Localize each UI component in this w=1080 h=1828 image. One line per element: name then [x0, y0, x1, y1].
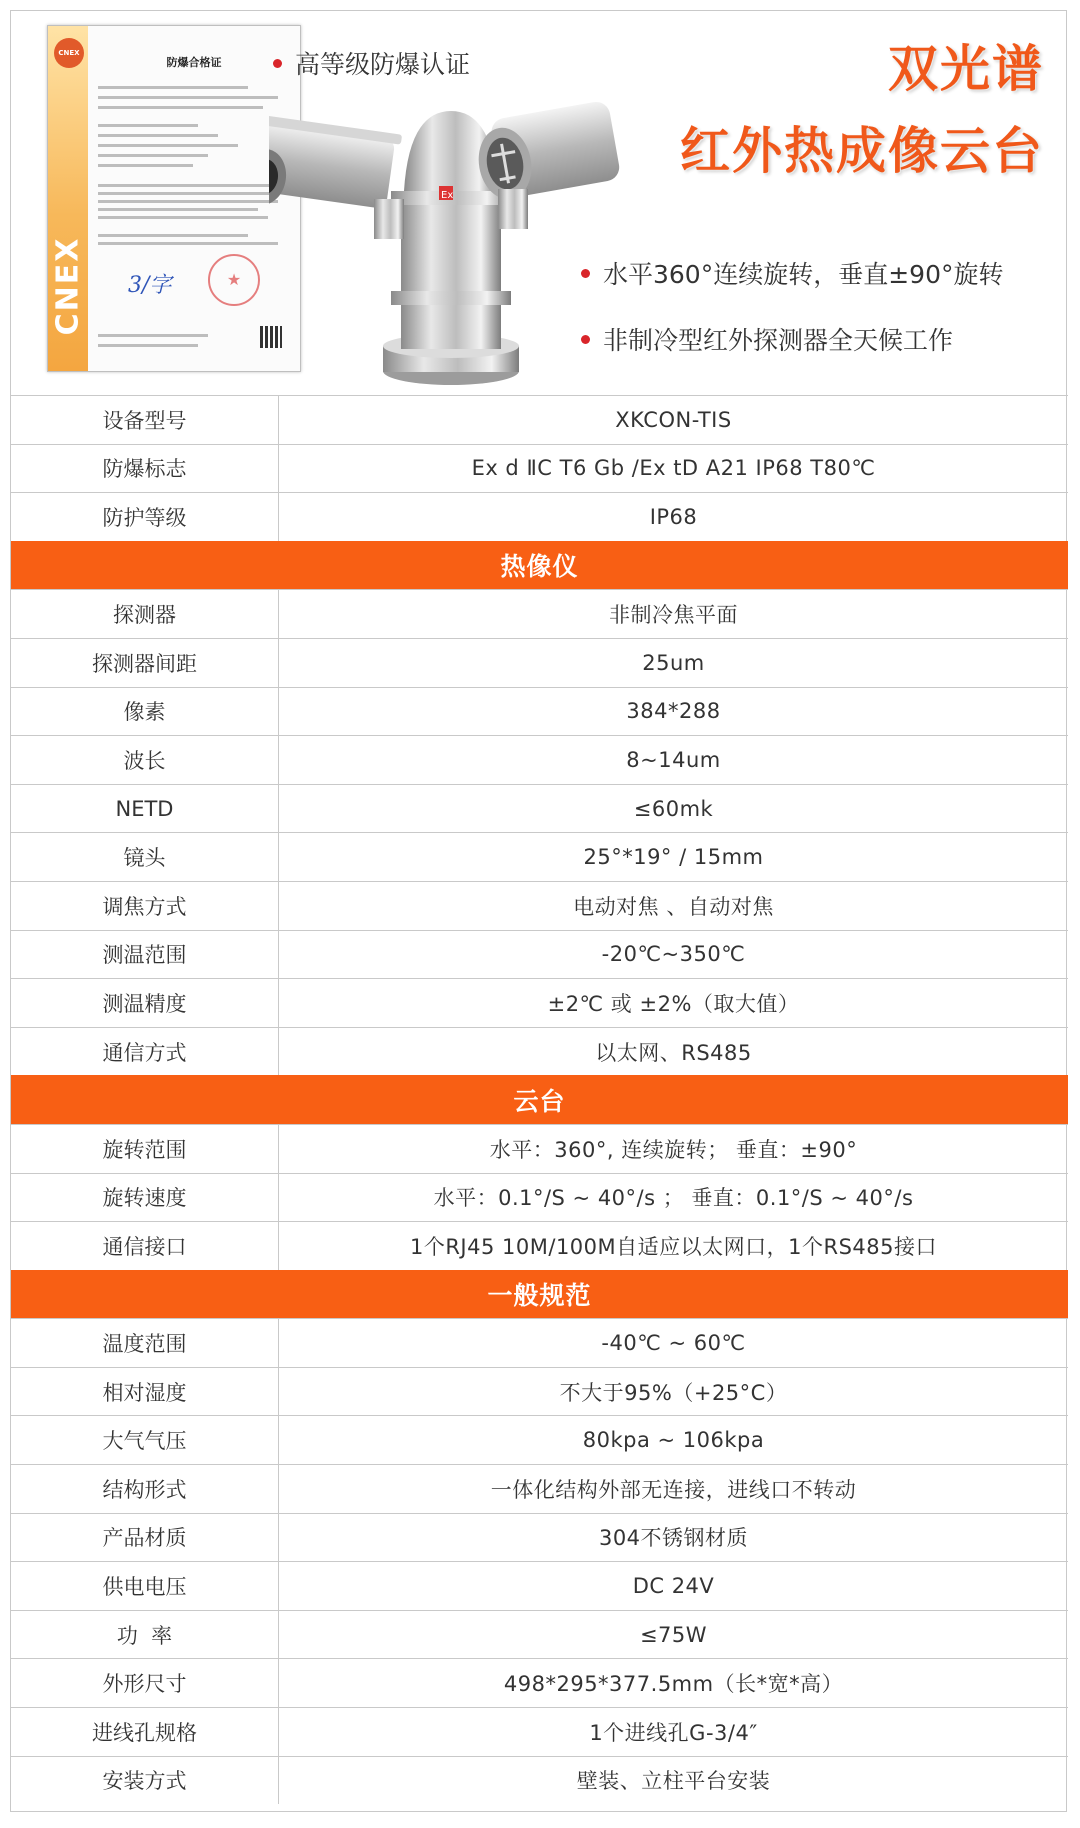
- table-row: [11, 687, 1068, 736]
- table-row: [11, 1027, 1068, 1076]
- certificate-text-line: [98, 154, 208, 157]
- table-row: [11, 930, 1068, 979]
- row-label: 产品材质: [11, 1514, 279, 1562]
- certificate-text-line: [98, 164, 193, 167]
- table-row: [11, 1561, 1068, 1610]
- row-value: 1个RJ45 10M/100M自适应以太网口，1个RS485接口: [409, 1234, 938, 1259]
- certificate-text-line: [98, 134, 218, 137]
- svg-text:Ex: Ex: [441, 190, 454, 201]
- section-header-pan-tilt: 云台: [11, 1075, 1068, 1124]
- row-value: 8~14um: [626, 747, 721, 772]
- certificate-image: [47, 25, 301, 372]
- row-value: 水平：360°, 连续旋转； 垂直：±90°: [489, 1137, 858, 1162]
- table-row: [11, 395, 1068, 444]
- bullet-text: 水平360°连续旋转，垂直±90°旋转: [603, 260, 1004, 289]
- bullet-item: [273, 45, 470, 81]
- table-row: [11, 1756, 1068, 1805]
- cnex-logo-icon: CNEX: [54, 38, 84, 68]
- red-seal-icon: [208, 254, 260, 306]
- row-label: 进线孔规格: [11, 1708, 279, 1756]
- table-row: [11, 881, 1068, 930]
- row-label: 外形尺寸: [11, 1659, 279, 1707]
- row-label: 调焦方式: [11, 882, 279, 930]
- pan-tilt-camera-image: [269, 91, 624, 391]
- spec-sheet: [10, 10, 1067, 1812]
- row-value: IP68: [649, 504, 698, 529]
- table-row: [11, 1124, 1068, 1173]
- table-row: [11, 492, 1068, 541]
- bullet-item: [581, 321, 953, 357]
- row-value: 壁装、立柱平台安装: [576, 1769, 771, 1794]
- bullet-text: 高等级防爆认证: [295, 50, 471, 79]
- row-label: 探测器间距: [11, 639, 279, 687]
- signature-image: 3/字: [128, 273, 172, 298]
- row-label: 防爆标志: [11, 445, 279, 493]
- bullet-dot-icon: [581, 335, 590, 344]
- row-label: 波长: [11, 736, 279, 784]
- table-row: [11, 735, 1068, 784]
- row-value: 以太网、RS485: [595, 1040, 752, 1065]
- certificate-text-line: [98, 144, 238, 147]
- table-row: [11, 1221, 1068, 1270]
- table-row: [11, 1415, 1068, 1464]
- row-value: 1个进线孔G-3/4″: [589, 1720, 758, 1745]
- certificate-text-line: [98, 242, 278, 245]
- certificate-text-line: [98, 106, 263, 109]
- table-row: [11, 1464, 1068, 1513]
- table-row: [11, 1658, 1068, 1707]
- table-row: [11, 1367, 1068, 1416]
- table-row: [11, 1173, 1068, 1222]
- table-row: [11, 1513, 1068, 1562]
- row-value: ±2℃ 或 ±2%（取大值）: [547, 991, 800, 1016]
- certificate-text-line: [98, 86, 248, 89]
- row-label: 旋转速度: [11, 1174, 279, 1222]
- table-row: [11, 589, 1068, 638]
- row-value: 80kpa ~ 106kpa: [582, 1428, 765, 1453]
- row-value: -40℃ ~ 60℃: [601, 1331, 746, 1356]
- table-row: [11, 832, 1068, 881]
- table-row: [11, 638, 1068, 687]
- row-value: 水平：0.1°/S ~ 40°/s ； 垂直：0.1°/S ~ 40°/s: [433, 1186, 914, 1211]
- row-label: 测温精度: [11, 979, 279, 1027]
- row-value: DC 24V: [632, 1574, 715, 1599]
- row-value: 电动对焦 、自动对焦: [573, 894, 774, 919]
- row-value: 非制冷焦平面: [609, 603, 738, 628]
- row-value: 304不锈钢材质: [598, 1526, 749, 1551]
- row-value: ≤75W: [639, 1622, 708, 1647]
- section-header-thermal: 热像仪: [11, 541, 1068, 590]
- certificate-title: 防爆合格证: [166, 56, 222, 69]
- headline-line-1: 双光谱: [888, 40, 1044, 98]
- section-header-general: 一般规范: [11, 1270, 1068, 1319]
- table-row: [11, 1610, 1068, 1659]
- row-label: 相对湿度: [11, 1368, 279, 1416]
- row-value: -20℃~350℃: [601, 942, 746, 967]
- certificate-stripe-text: CNEX: [50, 236, 86, 336]
- row-value: 498*295*377.5mm（长*宽*高）: [503, 1672, 844, 1697]
- row-value: 25um: [642, 650, 705, 675]
- certificate-text-line: [98, 208, 258, 211]
- bullet-dot-icon: [273, 59, 282, 68]
- certificate-text-line: [98, 124, 198, 127]
- row-value: 一体化结构外部无连接，进线口不转动: [490, 1477, 857, 1502]
- row-label: 结构形式: [11, 1465, 279, 1513]
- certificate-text-line: [98, 344, 198, 347]
- row-label: 通信接口: [11, 1222, 279, 1270]
- row-label: 像素: [11, 688, 279, 736]
- row-label: 防护等级: [11, 493, 279, 541]
- headline-line-2: 红外热成像云台: [680, 122, 1044, 180]
- bullet-item: [581, 255, 1003, 291]
- row-value: 不大于95%（+25°C）: [559, 1380, 788, 1405]
- row-label: 温度范围: [11, 1319, 279, 1367]
- row-label: 镜头: [11, 833, 279, 881]
- spec-table: [11, 395, 1068, 1804]
- row-label: 探测器: [11, 590, 279, 638]
- row-value: Ex d ⅡC T6 Gb /Ex tD A21 IP68 T80℃: [471, 456, 876, 481]
- row-label: 通信方式: [11, 1028, 279, 1076]
- table-row: [11, 1707, 1068, 1756]
- certificate-text-line: [98, 96, 278, 99]
- row-label: 测温范围: [11, 931, 279, 979]
- certificate-text-line: [98, 184, 278, 187]
- table-row: [11, 1318, 1068, 1367]
- row-label: 旋转范围: [11, 1125, 279, 1173]
- certificate-text-line: [98, 234, 248, 237]
- bullet-dot-icon: [581, 269, 590, 278]
- row-label: 大气气压: [11, 1416, 279, 1464]
- row-value: 384*288: [626, 699, 721, 724]
- row-label: 设备型号: [11, 396, 279, 444]
- bullet-text: 非制冷型红外探测器全天候工作: [603, 326, 954, 355]
- table-row: [11, 444, 1068, 493]
- certificate-text-line: [98, 192, 273, 195]
- row-value: ≤60mk: [633, 796, 714, 821]
- product-header: [11, 11, 1068, 395]
- table-row: [11, 978, 1068, 1027]
- table-row: [11, 784, 1068, 833]
- row-label: 功 率: [11, 1611, 279, 1659]
- certificate-text-line: [98, 334, 208, 337]
- row-value: XKCON-TIS: [615, 407, 732, 432]
- certificate-text-line: [98, 200, 278, 203]
- certificate-text-line: [98, 216, 268, 219]
- row-label: 安装方式: [11, 1757, 279, 1805]
- row-value: 25°*19° / 15mm: [583, 845, 764, 870]
- row-label: NETD: [11, 785, 279, 833]
- row-label: 供电电压: [11, 1562, 279, 1610]
